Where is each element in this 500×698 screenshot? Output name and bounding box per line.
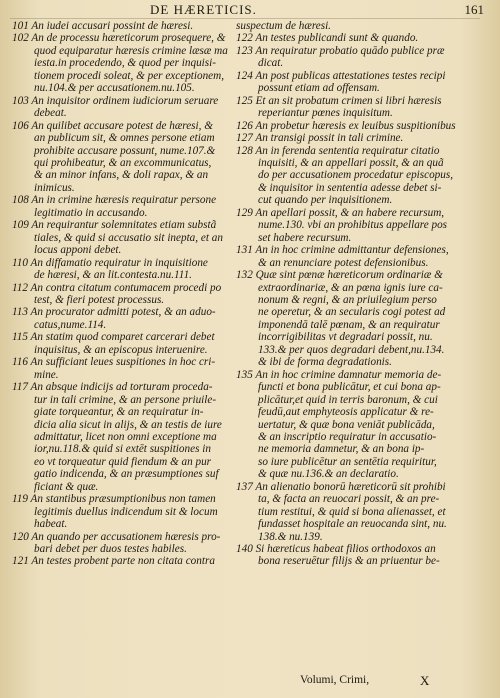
index-entry <box>12 381 230 493</box>
entry-line: 131 An in hoc crimine admittantur defensiones, <box>236 244 449 257</box>
entry-line: 124 An post publicas attestationes testes recipi <box>236 69 446 82</box>
entry-line: 132 Quæ sint pœnæ hæreticorum ordinariæ & <box>236 269 443 282</box>
entry-line: & quæ nu.136.& an declaratio. <box>258 468 399 481</box>
entry-line: locus apponi debet. <box>34 244 122 257</box>
entry-line: giate torqueantur, & an requiratur in- <box>34 406 204 419</box>
page-footer <box>300 674 480 690</box>
entry-line: an publicum sit, & omnes persone etiam <box>34 132 215 145</box>
entry-line: 129 An apellari possit, & an habere recursum, <box>236 206 445 219</box>
index-entry <box>236 70 476 95</box>
entry-line: possunt etiam ad offensam. <box>258 82 380 95</box>
index-entry <box>12 282 230 307</box>
index-entry <box>12 257 230 282</box>
entry-line: feudū,aut emphyteosis applicatur & re- <box>258 406 434 419</box>
index-entry <box>12 531 230 556</box>
running-header <box>0 3 500 19</box>
entry-line: legitimis duellus indicendum sit & locum <box>34 505 218 518</box>
page-number: 161 <box>464 2 484 17</box>
header-rule <box>10 18 480 19</box>
entry-line: 101 An iudei accusari possint de hæresi. <box>12 20 194 32</box>
entry-line: 140 Si hæreticus habeat filios orthodoxos an <box>236 543 436 556</box>
entry-line: catus,nume.114. <box>34 318 107 331</box>
entry-line: habeat. <box>34 518 68 531</box>
index-entry <box>236 481 476 543</box>
entry-line: gatio indicenda, & an præsumptiones suf <box>34 468 219 481</box>
entry-line: set habere recursum. <box>258 231 352 244</box>
index-entry <box>12 120 230 195</box>
right-column <box>236 20 476 568</box>
entry-line: 115 An statim quod comparet carcerari debet <box>12 331 215 344</box>
entry-line: debeat. <box>34 107 67 120</box>
index-entry <box>236 45 476 70</box>
entry-line: bari debet per duos testes habiles. <box>34 543 187 556</box>
entry-line: 137 An alienatio bonorū hæreticorū sit prohibi <box>236 480 446 493</box>
entry-line: prohibite accusare possunt, nume.107.& <box>34 144 216 157</box>
entry-line: tium restitui, & quid si bona alienasset, et <box>258 505 446 518</box>
entry-line: ior,nu.118.& quid si extēt suspitiones in <box>34 443 211 456</box>
entry-line: legitimatio in accusando. <box>34 206 148 219</box>
entry-line: mine. <box>34 368 59 381</box>
entry-line: uertatur, & quæ bona veniāt publicāda, <box>258 418 435 431</box>
entry-line: & an renunciare potest defensionibus. <box>258 256 429 269</box>
index-entry <box>236 369 476 481</box>
entry-line: 135 An in hoc crimine damnatur memoria de- <box>236 368 442 381</box>
entry-line: tur in tali crimine, & an persone priuile- <box>34 393 217 406</box>
entry-line: ta, & facta an reuocari possit, & an pre- <box>258 493 440 506</box>
entry-line: ne operetur, & an secularis cogi potest ad <box>258 306 446 319</box>
index-entry <box>236 145 476 207</box>
entry-line: 121 An testes probent parte non citata contra <box>12 555 215 568</box>
entry-line: admittatur, licet non omni exceptione ma <box>34 430 217 443</box>
entry-line: & an inscriptio requiratur in accusatio- <box>258 430 437 443</box>
entry-line: 116 An sufficiant leues suspitiones in hoc cri- <box>12 356 216 369</box>
entry-line: plicātur,et quid in terris baronum, & cui <box>258 393 438 406</box>
index-entry <box>12 194 230 219</box>
entry-line: de hæresi, & an lit.contesta.nu.111. <box>34 269 192 282</box>
entry-line: fundasset hospitale an reuocanda sint, nu. <box>258 518 447 531</box>
entry-line: tiales, & quid si accusatio sit inepta, et an <box>34 231 223 244</box>
entry-line: 122 An testes publicandi sunt & quando. <box>236 32 419 45</box>
index-entry <box>236 120 476 132</box>
entry-line: inimicus. <box>34 181 75 194</box>
index-entry <box>12 356 230 381</box>
entry-line: 123 An requiratur probatio quādo publice præ <box>236 44 445 57</box>
entry-line: dicat. <box>258 57 284 70</box>
index-entry <box>12 20 230 32</box>
entry-line: ficiant & quæ. <box>34 480 99 493</box>
entry-line: so iure publicētur an sentētia requiritur, <box>258 455 437 468</box>
entry-line: 110 An diffamatio requiratur in inquisitione <box>12 256 208 269</box>
entry-line: 109 An requirantur solemnitates etiam substã <box>12 219 217 232</box>
left-column <box>12 20 230 568</box>
entry-line: imponendā talē pœnam, & an requiratur <box>258 318 440 331</box>
entry-line: 113 An procurator admitti potest, & an aduo- <box>12 306 216 319</box>
index-entry <box>236 95 476 120</box>
entry-line: do per accusationem procedatur episcopus, <box>258 169 454 182</box>
index-entry <box>236 543 476 568</box>
entry-line: bona reseruētur filijs & an priuentur be- <box>258 555 440 568</box>
entry-line: nonum & regni, & an priuilegium perso <box>258 293 437 306</box>
entry-line: 108 An in crimine hæresis requiratur persone <box>12 194 217 207</box>
entry-line: iesta.in procedendo, & quod per inquisi- <box>34 57 216 70</box>
entry-line: eo vt torqueatur quid fiendum & an pur <box>34 455 212 468</box>
entry-line: test, & fieri potest processus. <box>34 293 165 306</box>
index-entry <box>12 95 230 120</box>
entry-line: inquisiti, & an appellari possit, & an quã <box>258 156 444 169</box>
index-entry <box>12 331 230 356</box>
entry-line: 125 Et an sit probatum crimen si libri hæresis <box>236 94 442 107</box>
entry-line: 126 An probetur hæresis ex leuibus suspitionibus <box>236 119 456 132</box>
signature-line: Volumi, Crimi, <box>300 674 370 686</box>
entry-line: 102 An de processu hæreticorum prosequere, & <box>12 32 226 45</box>
entry-line: inquisitus, & an episcopus interuenire. <box>34 343 208 356</box>
index-entry <box>236 20 476 32</box>
gathering-mark: X <box>420 673 430 688</box>
index-entry <box>12 219 230 256</box>
entry-line: 138.& nu.139. <box>258 530 323 543</box>
entry-line: incorrigibilitas vt degradari possit, nu. <box>258 331 433 344</box>
entry-line: 112 An contra citatum contumacem procedi po <box>12 281 222 294</box>
entry-line: tionem procedi soleat, & per exceptionem, <box>34 69 225 82</box>
index-entry <box>236 244 476 269</box>
entry-line: & inquisitor in sententia adesse debet si- <box>258 181 442 194</box>
entry-line: reperiantur pœnes inquisitum. <box>258 107 393 120</box>
index-entry <box>236 32 476 44</box>
entry-line: dicia alia sicut in alijs, & an testis de iure <box>34 418 222 431</box>
entry-line: ne memoria damnetur, & an bona ip- <box>258 443 425 456</box>
entry-line: 128 An in ferenda sententia requiratur citatio <box>236 144 440 157</box>
entry-line: 133.& per quos degradari debent,nu.134. <box>258 343 445 356</box>
index-entry <box>12 493 230 530</box>
entry-line: 106 An quilibet accusare potest de hæresi, & <box>12 119 213 132</box>
entry-line: 117 An absque indicijs ad torturam proceda- <box>12 381 213 394</box>
entry-line: 127 An transigi possit in tali crimine. <box>236 132 404 145</box>
index-entry <box>12 306 230 331</box>
entry-line: suspectum de hæresi. <box>236 20 331 32</box>
entry-line: quod equiparatur hæresis crimine læsæ ma <box>34 44 228 57</box>
entry-line: 119 An stantibus præsumptionibus non tamen <box>12 493 216 506</box>
index-entry <box>12 555 230 567</box>
index-entry <box>236 269 476 369</box>
index-entry <box>236 207 476 244</box>
index-entry <box>12 32 230 94</box>
entry-line: functi et bona publicātur, et cui bona ap- <box>258 381 441 394</box>
index-entry <box>236 132 476 144</box>
entry-line: qui prohibeatur, & an excommunicatus, <box>34 156 212 169</box>
entry-line: 120 An quando per accusationem hæresis pro- <box>12 530 221 543</box>
entry-line: nume.130. vbi an prohibitus appellare pos <box>258 219 448 232</box>
entry-line: 103 An inquisitor ordinem iudiciorum seruare <box>12 94 219 107</box>
entry-line: cut quando per inquisitionem. <box>258 194 393 207</box>
entry-line: & an minor infans, & doli rapax, & an <box>34 169 209 182</box>
page-title: DE HÆRETICIS. <box>150 2 257 17</box>
entry-line: & ibi de forma degradationis. <box>258 356 392 369</box>
entry-line: nu.104.& per accusationem.nu.105. <box>34 82 195 95</box>
entry-line: extraordinariæ, & an pœna ignis iure ca- <box>258 281 443 294</box>
